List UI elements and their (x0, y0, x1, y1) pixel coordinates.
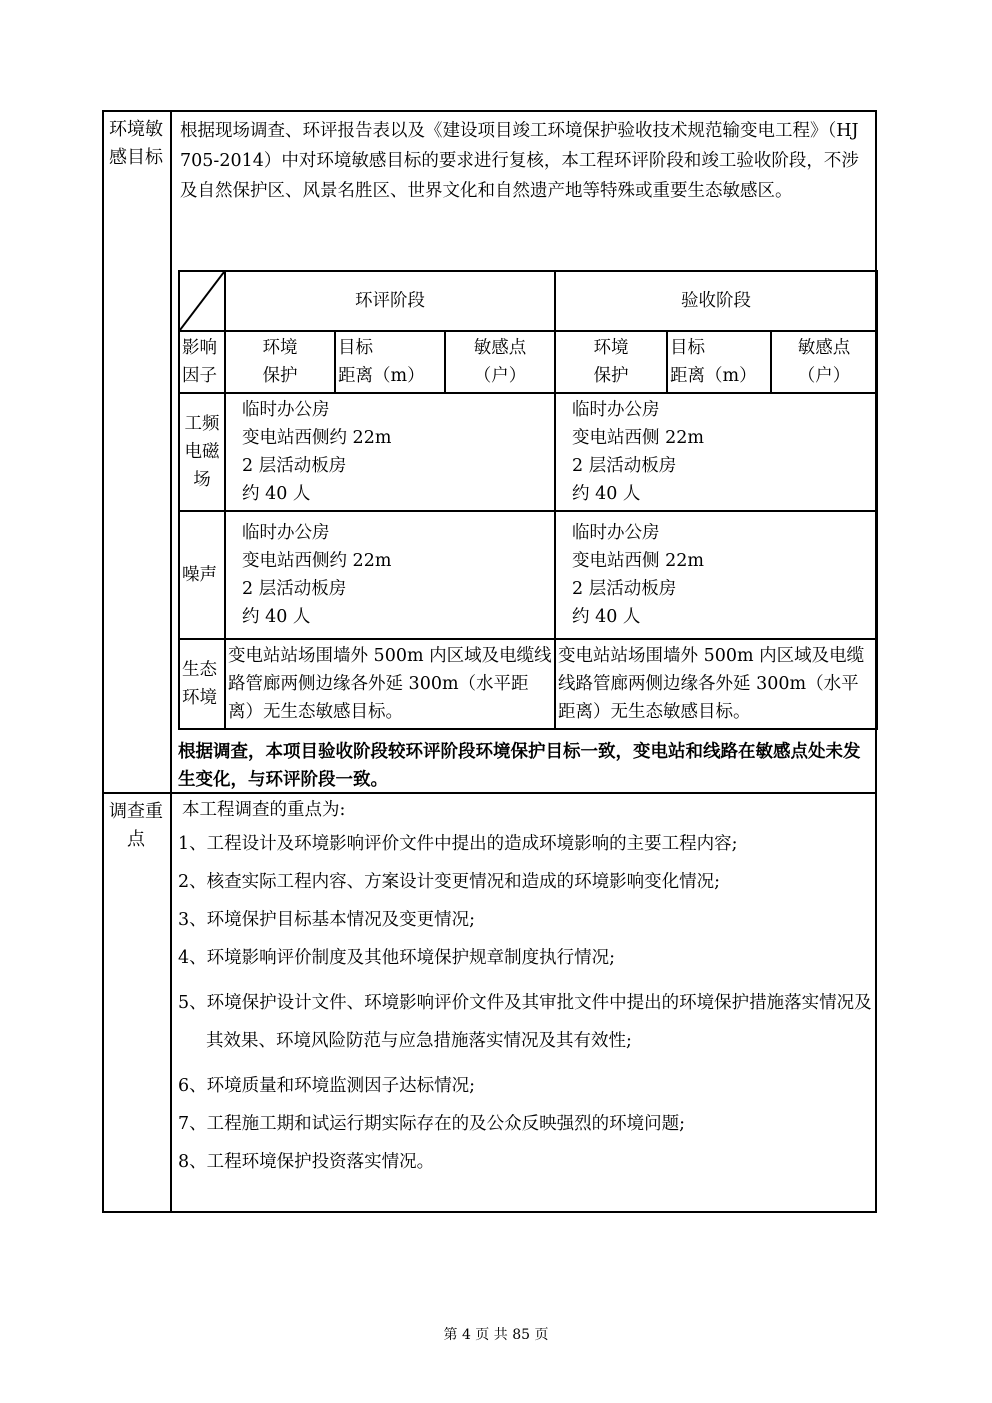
label-column-divider (170, 110, 172, 1213)
accept-noise: 临时办公房 变电站西侧 22m 2 层活动板房 约 40 人 (555, 511, 877, 639)
header-accept-dist: 目标 距离（m） (667, 331, 771, 393)
list-item: 8、工程环境保护投资落实情况。 (178, 1152, 435, 1172)
header-accept-env: 环境 保护 (555, 331, 667, 393)
list-item: 1、工程设计及环境影响评价文件中提出的造成环境影响的主要工程内容; (178, 834, 738, 854)
header-factor: 影响因子 (179, 331, 225, 393)
list-item: 4、环境影响评价制度及其他环境保护规章制度执行情况; (178, 948, 616, 968)
factor-eco: 生态环境 (179, 639, 225, 729)
table-row (179, 393, 877, 511)
survey-lead: 本工程调查的重点为: (182, 800, 346, 820)
header-accept-stage: 验收阶段 (555, 271, 877, 331)
header-eia-points: 敏感点 （户） (445, 331, 555, 393)
list-item: 6、环境质量和环境监测因子达标情况; (178, 1076, 476, 1096)
intro-paragraph: 根据现场调查、环评报告表以及《建设项目竣工环境保护验收技术规范输变电工程》（HJ 705-2014）中对环境敏感目标的要求进行复核，本工程环评阶段和竣工验收阶段，不涉及自然保护区、风景名胜区、世界文化和自然遗产地等特殊或重要生态敏感区。 (180, 121, 859, 201)
eia-emf: 临时办公房 变电站西侧约 22m 2 层活动板房 约 40 人 (225, 393, 555, 511)
list-item: 3、环境保护目标基本情况及变更情况; (178, 910, 476, 930)
list-item: 2、核查实际工程内容、方案设计变更情况和造成的环境影响变化情况; (178, 872, 721, 892)
survey-focus-list (178, 798, 873, 1174)
page-footer: 第 4 页 共 85 页 (443, 1327, 549, 1343)
label-survey-focus: 调查重点 (109, 801, 163, 850)
header-eia-env: 环境 保护 (225, 331, 335, 393)
factor-emf: 工频电磁场 (179, 393, 225, 511)
label-env-target: 环境敏感目标 (109, 119, 163, 168)
factor-noise: 噪声 (179, 511, 225, 639)
header-eia-stage: 环评阶段 (225, 271, 555, 331)
header-eia-dist: 目标 距离（m） (335, 331, 445, 393)
table-row (179, 511, 877, 639)
header-accept-points: 敏感点 （户） (771, 331, 877, 393)
summary-paragraph: 根据调查，本项目验收阶段较环评阶段环境保护目标一致，变电站和线路在敏感点处未发生变化，与环评阶段一致。 (178, 742, 861, 790)
diagonal-line (180, 272, 224, 330)
list-item: 5、环境保护设计文件、环境影响评价文件及其审批文件中提出的环境保护措施落实情况及其效果、环境风险防范与应急措施落实情况及其有效性; (178, 993, 872, 1051)
diagonal-header-cell (179, 271, 225, 331)
accept-eco: 变电站站场围墙外 500m 内区域及电缆线路管廊两侧边缘各外延 300m（水平距离）无生态敏感目标。 (555, 639, 877, 729)
list-item: 7、工程施工期和试运行期实际存在的及公众反映强烈的环境问题; (178, 1114, 686, 1134)
accept-emf: 临时办公房 变电站西侧 22m 2 层活动板房 约 40 人 (555, 393, 877, 511)
table-row (179, 639, 877, 729)
eia-eco: 变电站站场围墙外 500m 内区域及电缆线路管廊两侧边缘各外延 300m（水平距离）无生态敏感目标。 (225, 639, 555, 729)
sensitive-target-table (178, 270, 878, 730)
eia-noise: 临时办公房 变电站西侧约 22m 2 层活动板房 约 40 人 (225, 511, 555, 639)
